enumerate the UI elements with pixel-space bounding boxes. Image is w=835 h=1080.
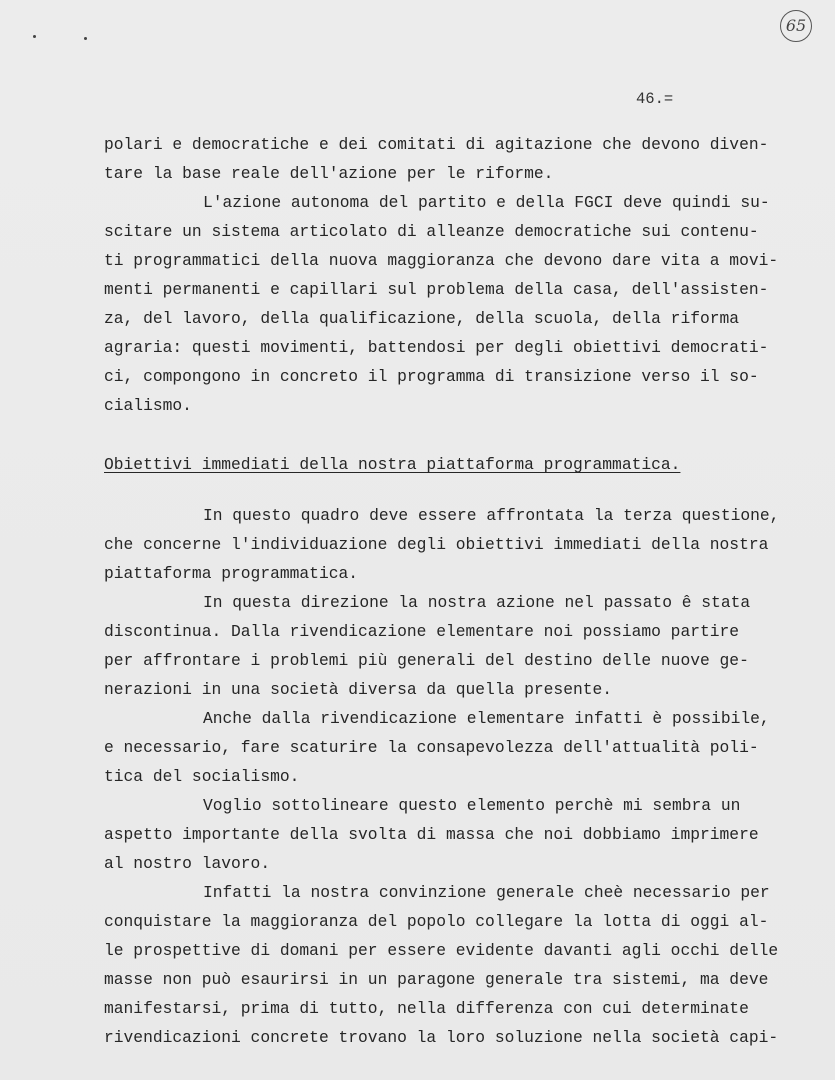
text-line: conquistare la maggioranza del popolo collegare la lotta di oggi al- — [104, 912, 769, 931]
text-line: za, del lavoro, della qualificazione, della scuola, della riforma — [104, 309, 740, 328]
scan-speck — [33, 35, 36, 38]
text-line: In questo quadro deve essere affrontata la terza questione, — [203, 506, 780, 525]
archive-stamp: 65 — [780, 10, 812, 42]
text-line: polari e democratiche e dei comitati di agitazione che devono diven- — [104, 135, 769, 154]
text-line: Voglio sottolineare questo elemento perchè mi sembra un — [203, 796, 741, 815]
text-line: cialismo. — [104, 396, 192, 415]
text-line: ti programmatici della nuova maggioranza che devono dare vita a movi- — [104, 251, 779, 270]
text-line: per affrontare i problemi più generali del destino delle nuove ge- — [104, 651, 749, 670]
text-line: al nostro lavoro. — [104, 854, 271, 873]
text-line: le prospettive di domani per essere evidente davanti agli occhi delle — [104, 941, 779, 960]
text-line: Anche dalla rivendicazione elementare infatti è possibile, — [203, 709, 770, 728]
text-line: L'azione autonoma del partito e della FGCI deve quindi su- — [203, 193, 770, 212]
text-line: agraria: questi movimenti, battendosi per degli obiettivi democrati- — [104, 338, 769, 357]
section-heading: Obiettivi immediati della nostra piattaforma programmatica. — [104, 455, 681, 474]
text-line: aspetto importante della svolta di massa che noi dobbiamo imprimere — [104, 825, 759, 844]
text-line: menti permanenti e capillari sul problema della casa, dell'assisten- — [104, 280, 769, 299]
text-line: che concerne l'individuazione degli obiettivi immediati della nostra — [104, 535, 769, 554]
text-line: Infatti la nostra convinzione generale cheè necessario per — [203, 883, 770, 902]
text-line: manifestarsi, prima di tutto, nella differenza con cui determinate — [104, 999, 749, 1018]
text-line: piattaforma programmatica. — [104, 564, 359, 583]
text-line: e necessario, fare scaturire la consapevolezza dell'attualità poli- — [104, 738, 759, 757]
text-line: In questa direzione la nostra azione nel passato ê stata — [203, 593, 751, 612]
text-line: rivendicazioni concrete trovano la loro soluzione nella società capi- — [104, 1028, 779, 1047]
text-line: tica del socialismo. — [104, 767, 300, 786]
scan-speck — [84, 37, 87, 40]
text-line: nerazioni in una società diversa da quella presente. — [104, 680, 613, 699]
text-line: masse non può esaurirsi in un paragone generale tra sistemi, ma deve — [104, 970, 769, 989]
page-number: 46.= — [636, 90, 674, 108]
text-line: discontinua. Dalla rivendicazione elementare noi possiamo partire — [104, 622, 740, 641]
text-line: scitare un sistema articolato di alleanze democratiche sui contenu- — [104, 222, 759, 241]
text-line: ci, compongono in concreto il programma di transizione verso il so- — [104, 367, 759, 386]
text-line: tare la base reale dell'azione per le riforme. — [104, 164, 554, 183]
